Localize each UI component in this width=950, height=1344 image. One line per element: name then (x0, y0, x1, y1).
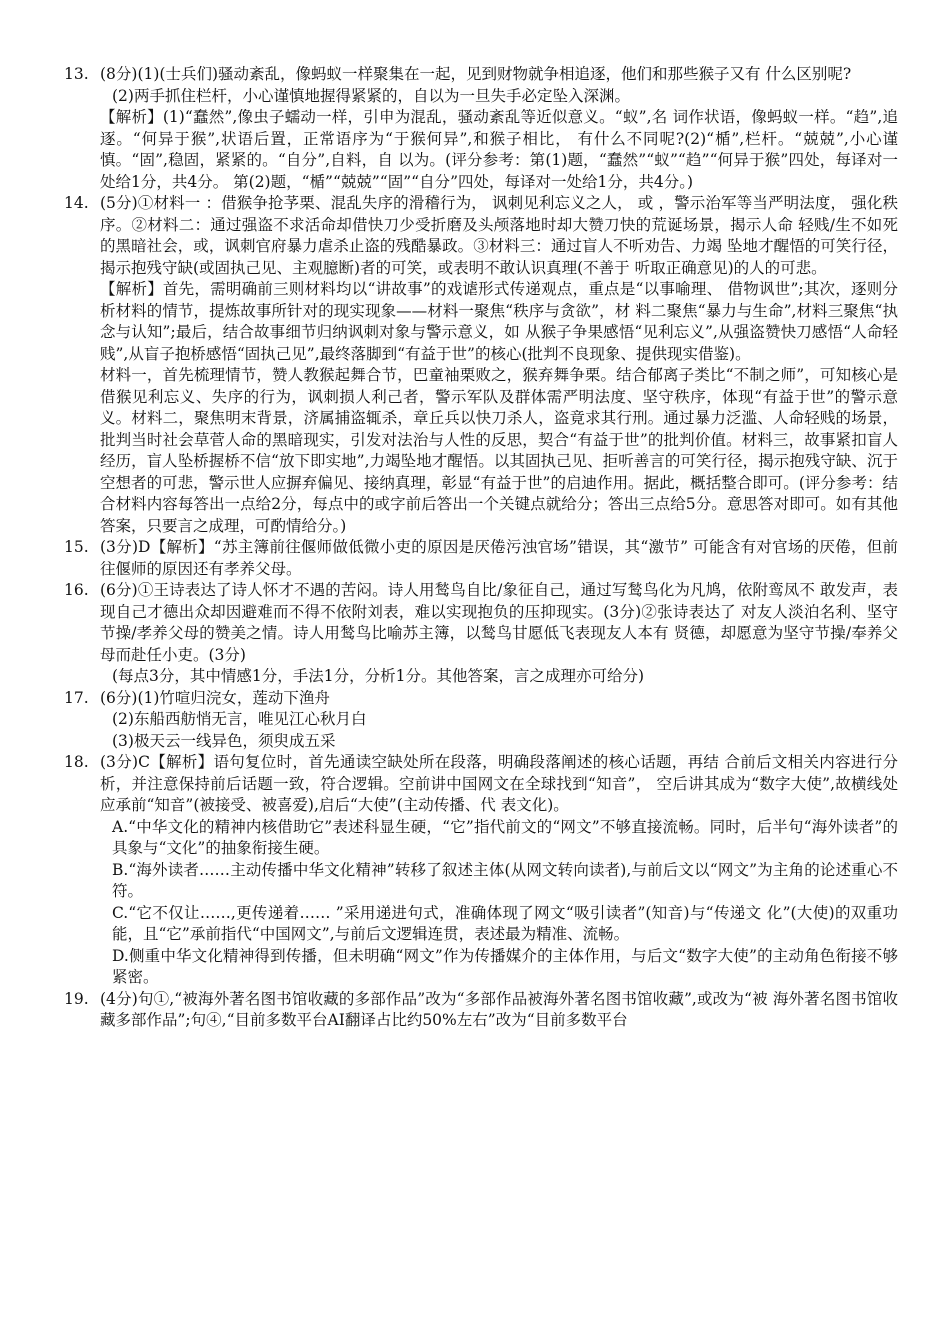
question-14 (64, 193, 898, 537)
q13-analysis: 【解析】(1)“蠢然”,像虫子蠕动一样，引申为混乱，骚动紊乱等近似意义。“蚁”,名 词作状语，像蚂蚁一样。“趋”,追逐。“何异于猴”,状语后置，正常语序为“于猴何异”,和猴子相比， 有什么不同呢?(2)“楯”,栏杆。“兢兢”,小心谨慎。“固”,稳固，紧紧的。“自分”,自料，自 以为。(评分参考：第(1)题，“蠢然”“蚁”“趋”“何异于猴”四处，每译对一处给1分，共4分。 第(2)题，“楯”“兢兢”“固”“自分”四处，每译对一处给1分，共4分。) (100, 108, 898, 191)
question-17 (64, 688, 898, 753)
q16-scoring-note: (每点3分，其中情感1分，手法1分，分析1分。其他答案，言之成理亦可给分) (112, 667, 645, 685)
question-number: 16. (64, 581, 89, 599)
question-19 (64, 989, 898, 1032)
q17-line-3: (3)极天云一线异色，须臾成五采 (112, 731, 336, 750)
question-number: 14. (64, 194, 89, 212)
q14-answer: (5分)①材料一 ：借猴争抢芧栗、混乱失序的滑稽行为， 讽刺见利忘义之人， 或 ，警示治军等当严明法度， 强化秩序。②材料二：通过强盗不求活命却借快刀少受折磨及头颅落地时却大赞刀快的荒诞场景，揭示人命 轻贱/生不如死的黑暗社会，或，讽刺官府暴力虐杀止盗的残酷暴政。③材料三：通过盲人不听劝告、力竭 坠地才醒悟的可笑行径，揭示抱残守缺(或固执己见、主观臆断)者的可笑，或表明不敢认识真理(不善于 听取正确意见)的人的可悲。 (100, 194, 898, 277)
q15-answer: (3分)D【解析】“苏主簿前往偃师做低微小吏的原因是厌倦污浊官场”错误，其“激节” 可能含有对官场的厌倦，但前往偃师的原因还有孝养父母。 (100, 538, 898, 578)
question-number: 18. (64, 753, 89, 771)
question-number: 19. (64, 989, 89, 1008)
q13-translation-2: (2)两手抓住栏杆，小心谨慎地握得紧紧的，自以为一旦失手必定坠入深渊。 (112, 86, 630, 105)
q18-analysis: (3分)C【解析】语句复位时，首先通读空缺处所在段落，明确段落阐述的核心话题，再结 合前后文相关内容进行分析，并注意保持前后话题一致，符合逻辑。空前讲中国网文在全球找到“知音”， 空后讲其成为“数字大使”,故横线处应承前“知音”(被接受、被喜爱),启后“大使”(主动传播、代 表文化)。 (100, 753, 898, 814)
question-18 (64, 752, 898, 989)
q16-answer: (6分)①王诗表达了诗人怀才不遇的苦闷。诗人用鹙鸟自比/象征自己，通过写鹙鸟化为凡鸠，依附鸾凤不 敢发声，表现自己才德出众却因避难而不得不依附刘表，难以实现抱负的压抑现实。(3分)②张诗表达了 对友人淡泊名利、坚守节操/孝养父母的赞美之情。诗人用鹙鸟比喻苏主簿，以鹙鸟甘愿低飞表现友人本有 贤德，却愿意为坚守节操/奉养父母而赴任小吏。(3分) (100, 581, 898, 664)
question-number: 13. (64, 65, 89, 83)
question-number: 15. (64, 538, 89, 556)
q18-option-d: D.侧重中华文化精神得到传播，但未明确“网文”作为传播媒介的主体作用，与后文“数字大使”的主动角色衔接不够紧密。 (112, 946, 898, 986)
q18-option-a: A.“中华文化的精神内核借助它”表述科显生硬，“它”指代前文的“网文”不够直接流畅。同时，后半句“海外读者”的具象与“文化”的抽象衔接生硬。 (112, 817, 898, 857)
q17-line-1: (6分)(1)竹喧归浣女，莲动下渔舟 (100, 688, 330, 707)
question-16 (64, 580, 898, 688)
q18-option-c: C.“它不仅让……,更传递着…… ”采用递进句式，准确体现了网文“吸引读者”(知音)与“传递文 化”(大使)的双重功能，且“它”承前指代“中国网文”,与前后文逻辑连贯，表述最为精准、流畅。 (112, 903, 898, 943)
q17-line-2: (2)东船西舫悄无言，唯见江心秋月白 (112, 710, 367, 728)
question-number: 17. (64, 688, 89, 707)
question-15 (64, 537, 898, 580)
q14-analysis-2: 材料一，首先梳理情节，赞人教猴起舞合节，巴童袖栗败之，猴弃舞争栗。结合郁离子类比“不制之师”，可知核心是借猴见利忘义、失序的行为，讽刺损人利己者，警示军队及群体需严明法度、坚守秩序，体现“有益于世”的警示意义。材料二，聚焦明末背景，济属捕盗辄杀，章丘兵以快刀杀人，盗竟求其行刑。通过暴力泛滥、人命轻贱的场景，批判当时社会草菅人命的黑暗现实，引发对法治与人性的反思，契合“有益于世”的批判价值。材料三，故事紧扣盲人经历，盲人坠桥握桥不信“放下即实地”,力竭坠地才醒悟。以其固执己见、拒听善言的可笑行径，揭示抱残守缺、沉于空想者的可悲，警示世人应摒弃偏见、接纳真理，彰显“有益于世”的启迪作用。据此，概括整合即可。(评分参考：结合材料内容每答出一点给2分，每点中的或字前后答出一个关键点就给分；答出三点给5分。意思答对即可。如有其他答案，只要言之成理，可酌情给分。) (100, 366, 898, 535)
q14-analysis-1: 【解析】首先，需明确前三则材料均以“讲故事”的戏谑形式传递观点，重点是“以事喻理、 借物讽世”;其次，逐则分析材料的情节，提炼故事所针对的现实现象——材料一聚焦“秩序与贪欲”，材 料二聚焦“暴力与生命”,材料三聚焦“执念与认知”;最后，结合故事细节归纳讽刺对象与警示意义，如 从猴子争果感悟“见利忘义”,从强盗赞快刀感悟“人命轻贱”,从盲子抱桥感悟“固执己见”,最终落脚到“有益于世”的核心(批判不良现象、提供现实借鉴)。 (100, 280, 898, 363)
q18-option-b: B.“海外读者……主动传播中华文化精神”转移了叙述主体(从网文转向读者),与前后文以“网文”为主角的论述重心不符。 (112, 860, 898, 900)
q19-answer: (4分)句①,“被海外著名图书馆收藏的多部作品”改为“多部作品被海外著名图书馆收藏”,或改为“被 海外著名图书馆收藏多部作品”;句④,“目前多数平台AI翻译占比约50%左右”改为“目前多数平台 (100, 989, 898, 1029)
question-13 (64, 64, 898, 193)
q13-translation-1: (8分)(1)(士兵们)骚动紊乱，像蚂蚁一样聚集在一起，见到财物就争相追逐，他们和那些猴子又有 什么区别呢? (100, 65, 852, 83)
answer-content (64, 64, 898, 1032)
